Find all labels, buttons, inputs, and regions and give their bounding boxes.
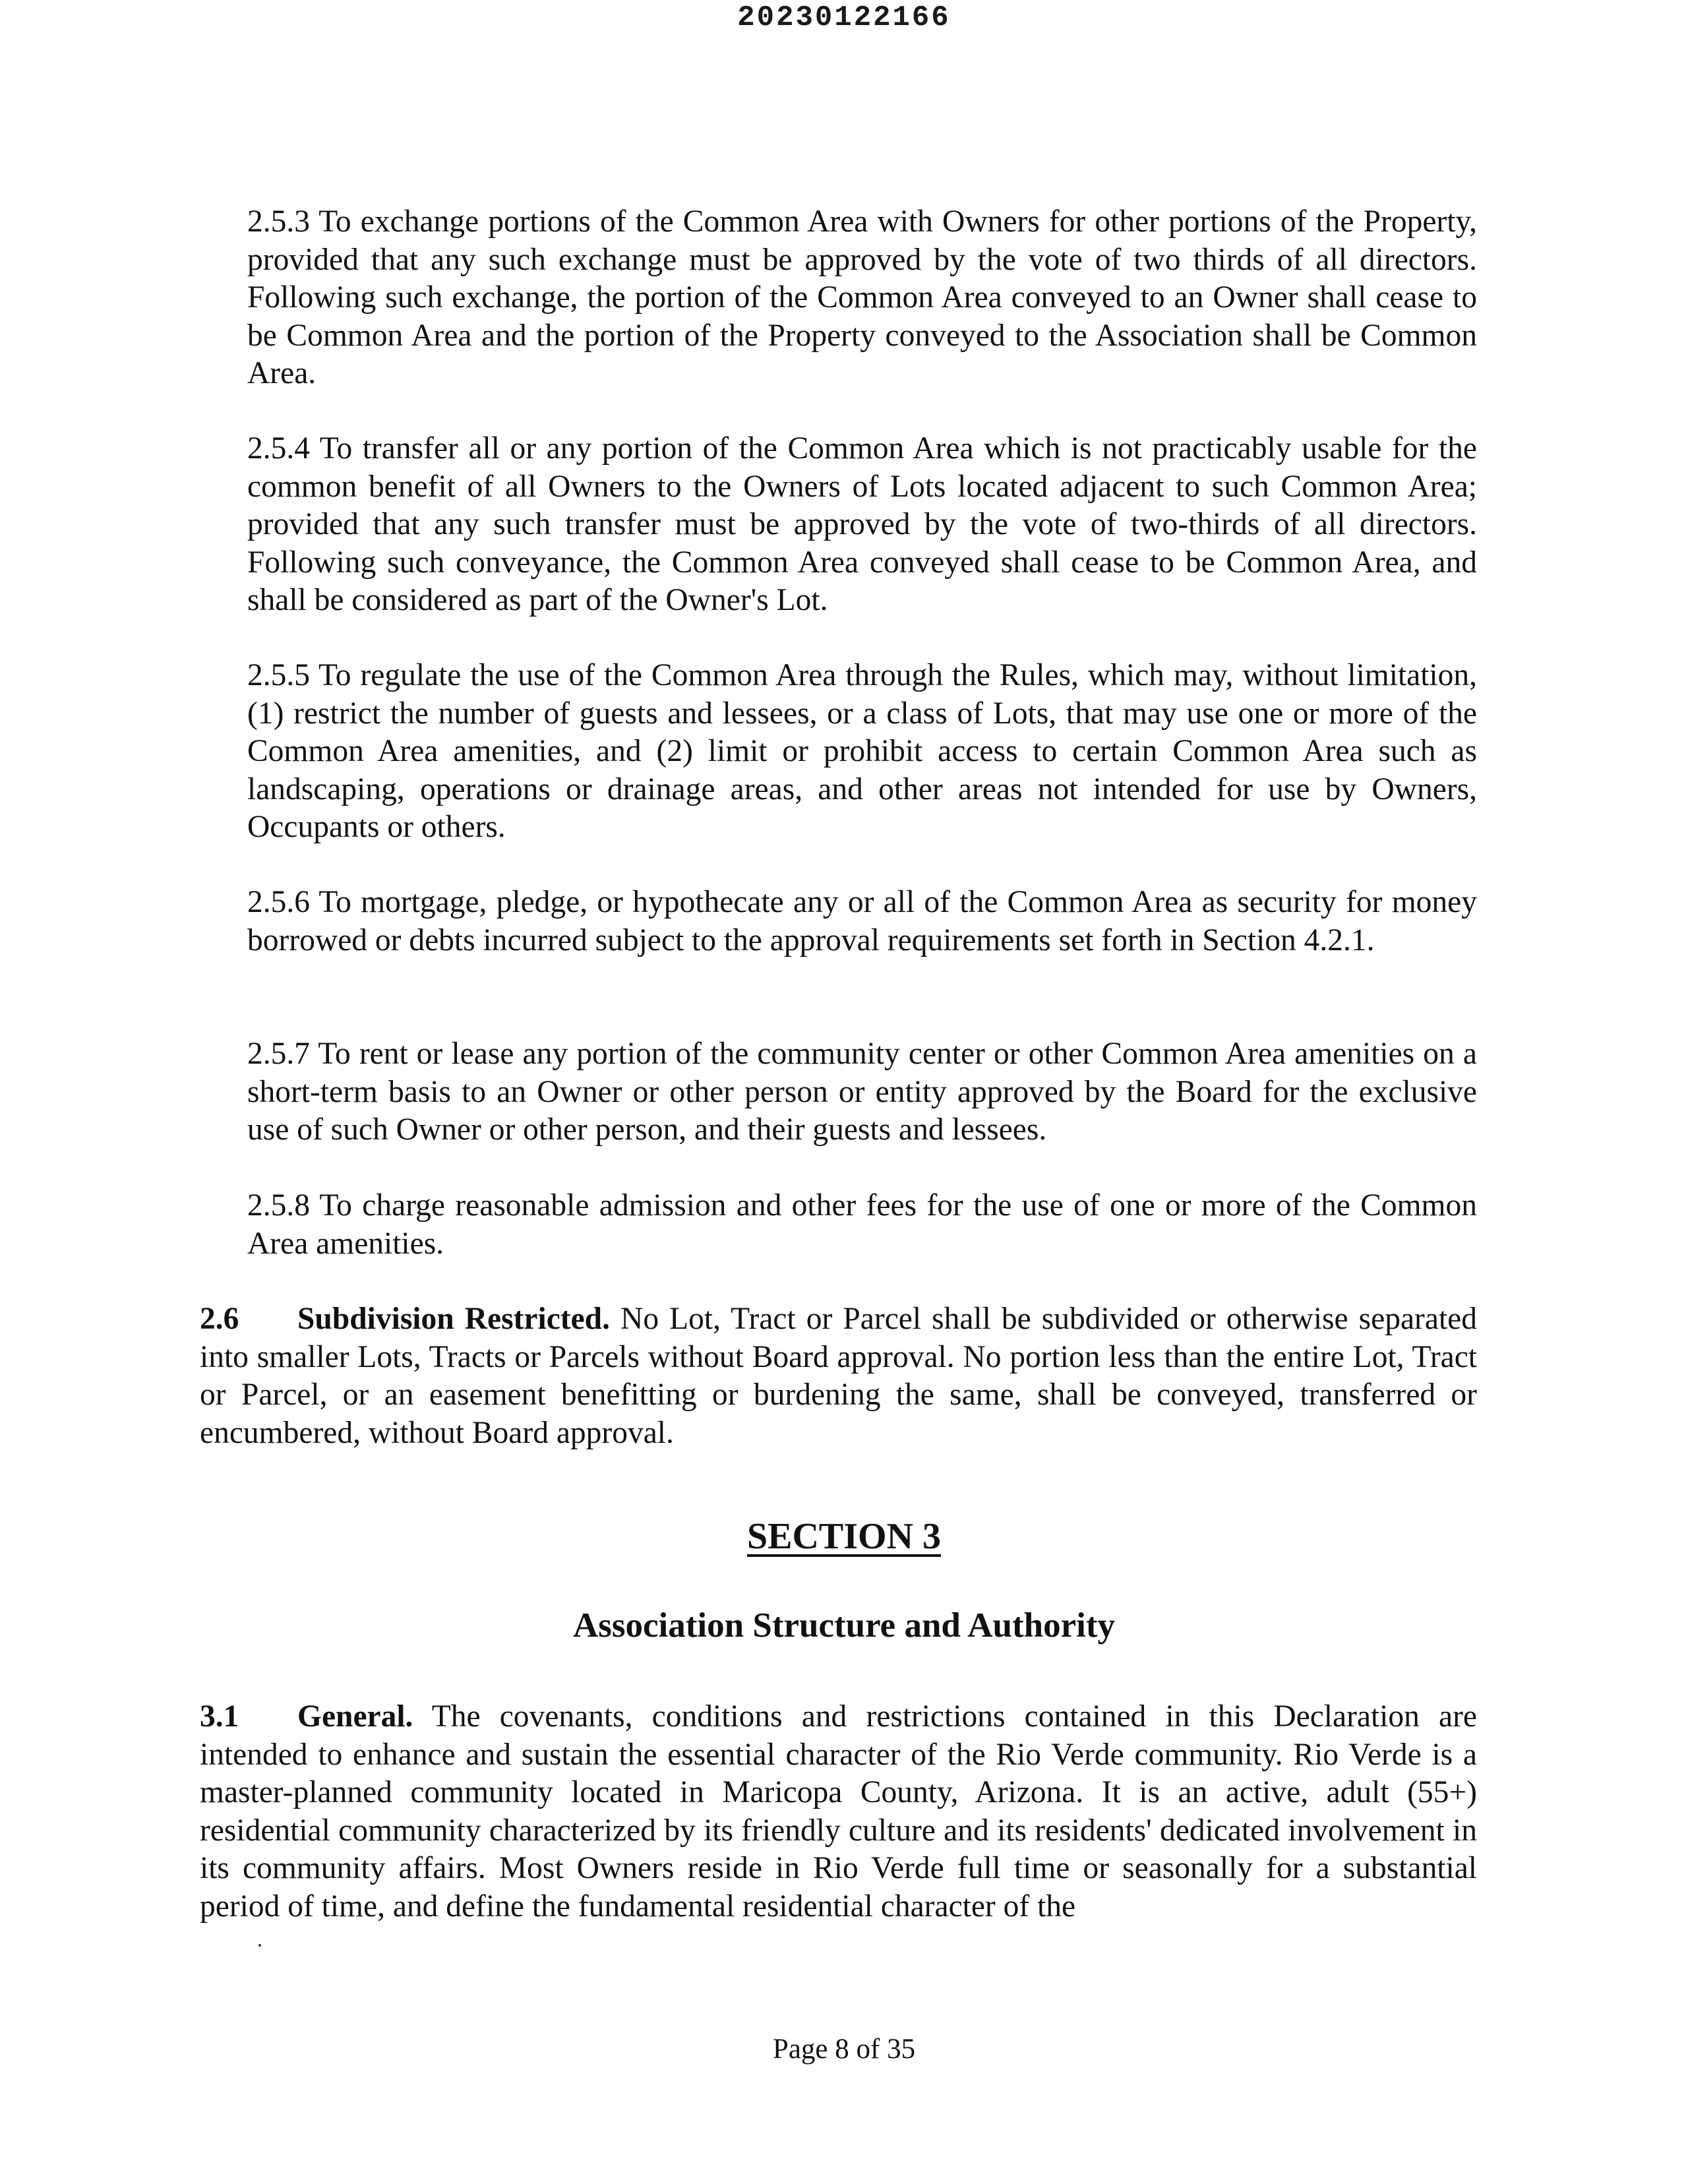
paragraph-2-5-7: 2.5.7 To rent or lease any portion of the community center or other Common Area amenities on a short-term basis to an Owner or other person or entity approved by the Board for the exclusive use of such Owner or other person, and their guests and lessees. bbox=[247, 1037, 1477, 1147]
section-subtitle: Association Structure and Authority bbox=[572, 1606, 1116, 1645]
section-lead-title: Subdivision Restricted. bbox=[297, 1302, 610, 1336]
scan-speck bbox=[258, 1944, 261, 1947]
paragraph-2-5-3: 2.5.3 To exchange portions of the Common Area with Owners for other portions of the Property, provided that any such exchange must be approved by the vote of two thirds of all directors. Following such exchange, the portion of the Common Area conveyed to an Owner shall cease to be Common Area and the portion of the Property conveyed to the Association shall be Common Area. bbox=[247, 204, 1477, 390]
section-number: 2.6 bbox=[200, 1302, 239, 1336]
section-body: No Lot, Tract or Parcel shall be subdivided or otherwise separated into smaller Lots, Tracts or Parcels without Board approval. No portion less than the entire Lot, Tract or Parcel, or an easement benefitting or burdening the same, shall be conveyed, transferred or encumbered, without Board approval. bbox=[200, 1302, 1477, 1450]
paragraph-2-5-4: 2.5.4 To transfer all or any portion of the Common Area which is not practicably usable for the common benefit of all Owners to the Owners of Lots located adjacent to such Common Area; provided that any such transfer must be approved by the vote of two-thirds of all directors. Following such conveyance, the Common Area conveyed shall cease to be Common Area, and shall be considered as part of the Owner's Lot. bbox=[247, 431, 1477, 617]
page-footer: Page 8 of 35 bbox=[772, 2034, 916, 2065]
section-lead-title: General. bbox=[297, 1699, 413, 1734]
section-number: 3.1 bbox=[200, 1699, 239, 1734]
paragraph-2-5-6: 2.5.6 To mortgage, pledge, or hypothecate any or all of the Common Area as security for money borrowed or debts incurred subject to the approval requirements set forth in Section 4.2.1. bbox=[247, 885, 1477, 957]
recording-number: 20230122166 bbox=[737, 1, 951, 34]
paragraph-2-6 bbox=[200, 1300, 1477, 1452]
section-heading: SECTION 3 bbox=[746, 1516, 942, 1557]
section-body: The covenants, conditions and restrictions contained in this Declaration are intended to enhance and sustain the essential character of the Rio Verde community. Rio Verde is a master-planned community located in Maricopa County, Arizona. It is an active, adult (55+) residential community characterized by its friendly culture and its residents' dedicated involvement in its community affairs. Most Owners reside in Rio Verde full time or seasonally for a substantial period of time, and define the fundamental residential character of the bbox=[200, 1699, 1477, 1924]
paragraph-3-1 bbox=[200, 1698, 1477, 1926]
paragraph-2-5-5: 2.5.5 To regulate the use of the Common Area through the Rules, which may, without limitation, (1) restrict the number of guests and lessees, or a class of Lots, that may use one or more of the Common Area amenities, and (2) limit or prohibit access to certain Common Area such as landscaping, operations or drainage areas, and other areas not intended for use by Owners, Occupants or others. bbox=[247, 658, 1477, 844]
paragraph-2-5-8: 2.5.8 To charge reasonable admission and other fees for the use of one or more of the Common Area amenities. bbox=[247, 1188, 1477, 1261]
